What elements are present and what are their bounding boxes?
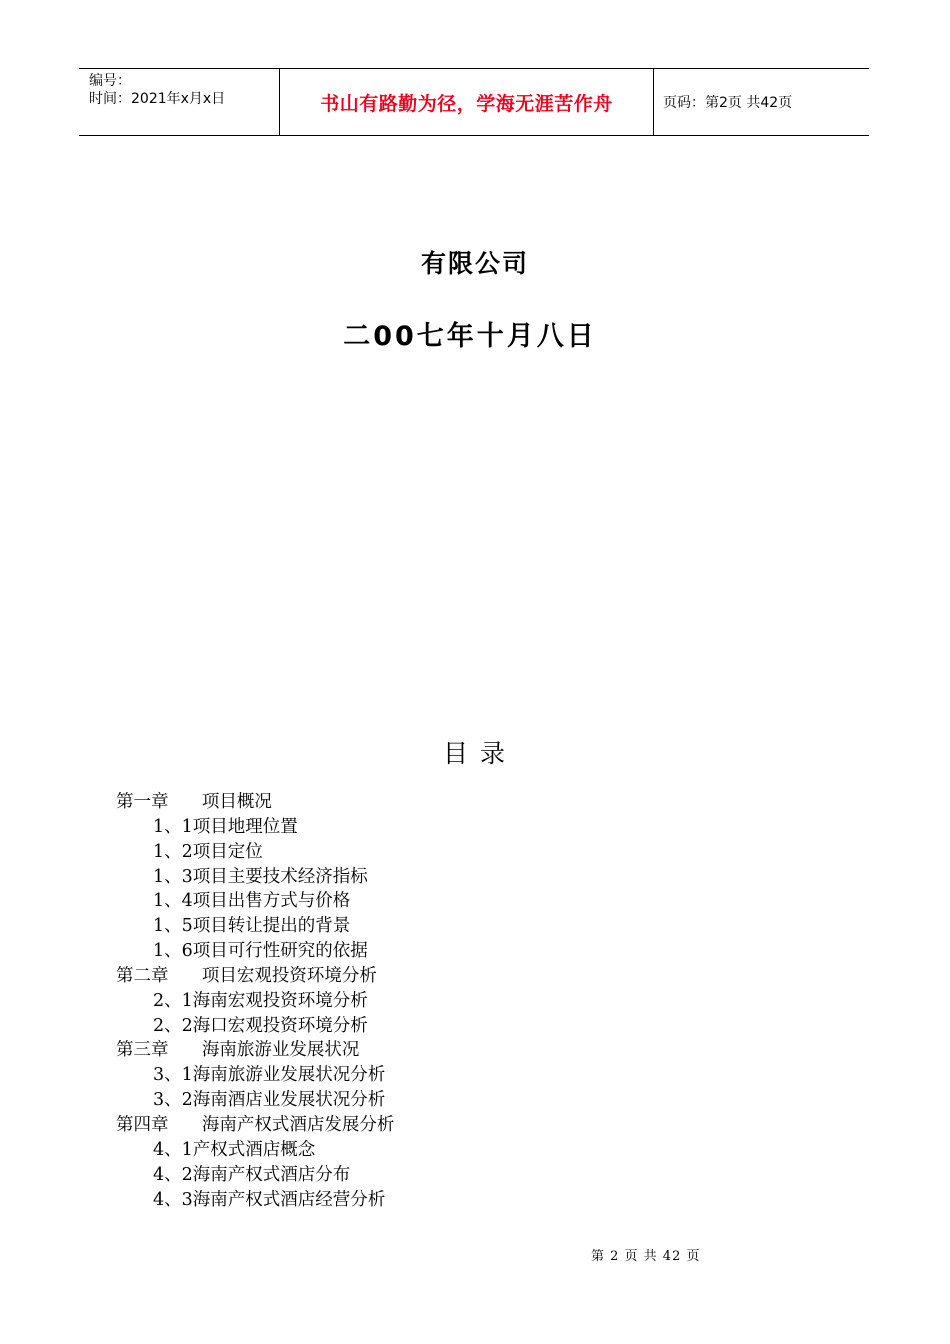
toc-section: 2、1海南宏观投资环境分析	[153, 990, 368, 1011]
toc-title: 目 录	[443, 739, 507, 768]
header-meta-cell	[79, 69, 280, 135]
document-time-label: 时间：2021年x月x日	[89, 91, 226, 107]
company-name: 有限公司	[420, 249, 529, 278]
toc-chapter: 第二章 项目宏观投资环境分析	[116, 965, 377, 986]
toc-section: 1、3项目主要技术经济指标	[153, 866, 368, 887]
toc-section: 3、2海南酒店业发展状况分析	[153, 1090, 386, 1111]
toc-section: 3、1海南旅游业发展状况分析	[153, 1065, 386, 1086]
toc-section: 1、6项目可行性研究的依据	[153, 941, 368, 962]
page-header	[79, 68, 869, 136]
toc-chapter: 第四章 海南产权式酒店发展分析	[116, 1114, 395, 1135]
document-number-label: 编号：	[89, 73, 131, 89]
toc-chapter: 第三章 海南旅游业发展状况	[116, 1040, 360, 1061]
toc-section: 4、2海南产权式酒店分布	[153, 1164, 351, 1185]
toc-section: 2、2海口宏观投资环境分析	[153, 1015, 368, 1036]
toc-section: 1、5项目转让提出的背景	[153, 916, 351, 937]
table-of-contents	[116, 790, 394, 1212]
toc-section: 1、4项目出售方式与价格	[153, 891, 351, 912]
header-page-info: 页码：第2页 共42页	[663, 95, 793, 111]
toc-section: 4、1产权式酒店概念	[153, 1139, 316, 1160]
toc-chapter: 第一章 项目概况	[116, 792, 272, 812]
toc-section: 4、3海南产权式酒店经营分析	[153, 1189, 386, 1210]
toc-section: 1、1项目地理位置	[153, 816, 298, 837]
toc-section: 1、2项目定位	[153, 841, 263, 862]
document-date: 二00七年十月八日	[343, 321, 597, 352]
page-footer: 第 2 页 共 42 页	[591, 1249, 701, 1264]
header-motto: 书山有路勤为径，学海无涯苦作舟	[280, 69, 654, 135]
